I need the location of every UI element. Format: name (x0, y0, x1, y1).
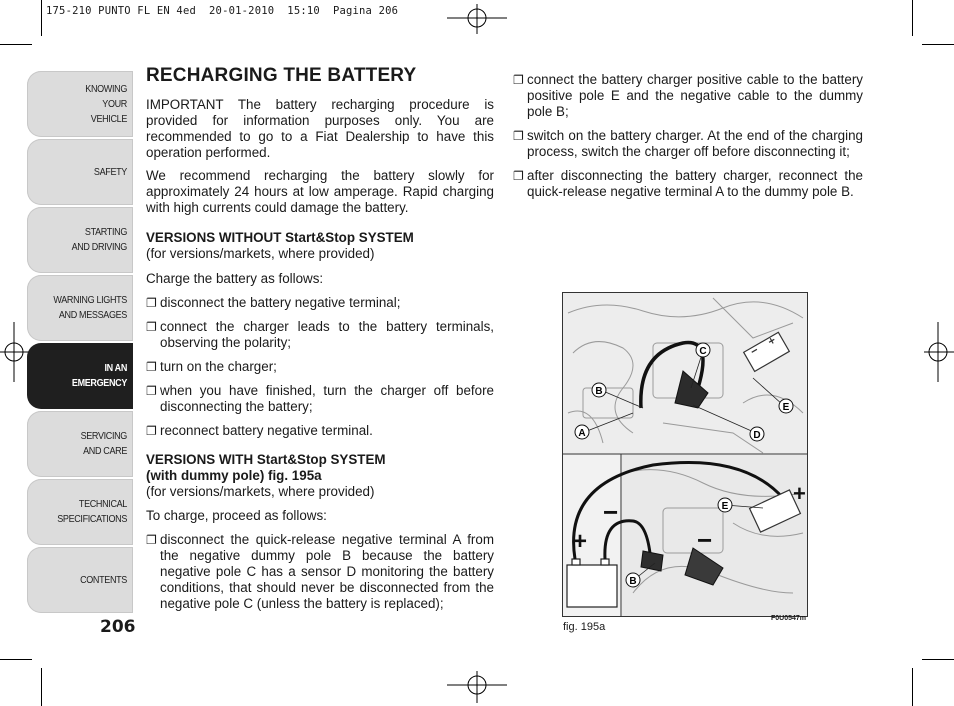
list-item (146, 359, 494, 375)
checkbox-bullet: ❐ (513, 129, 524, 143)
list-item-text: after disconnecting the battery charger, reconnect the quick-release negative terminal A to the dummy pole B. (527, 168, 863, 199)
registration-mark-top (447, 4, 507, 34)
callout-label: A (578, 428, 586, 439)
section-heading-figure-ref: (with dummy pole) fig. 195a (146, 468, 322, 483)
sign-plus: + (573, 528, 588, 555)
list-item-text: disconnect the quick-release negative terminal A from the negative dummy pole B because the battery negative pole C has a sensor D monitoring the battery conditions, that should never be disconnected from the negative pole C (unless the battery is replaced); (160, 532, 494, 611)
list-item (146, 295, 494, 311)
tab-knowing-your-vehicle[interactable] (27, 71, 133, 137)
right-column (513, 72, 863, 208)
section-heading-without-start-stop: VERSIONS WITHOUT Start&Stop SYSTEM (146, 230, 414, 245)
checkbox-bullet: ❐ (146, 320, 157, 334)
battery-illustration (563, 293, 807, 616)
print-header: 175-210 PUNTO FL EN 4ed 20-01-2010 15:10 Pagina 206 (46, 5, 399, 17)
checkbox-bullet: ❐ (146, 384, 157, 398)
figure-caption: fig. 195a (563, 621, 606, 633)
list-item-text: connect the battery charger positive cable to the battery positive pole E and the negative cable to the dummy pole B; (527, 72, 863, 119)
tab-in-an-emergency[interactable] (27, 343, 133, 409)
list-item-text: connect the charger leads to the battery terminals, observing the polarity; (160, 319, 494, 350)
tab-technical-specifications[interactable] (27, 479, 133, 545)
callout-label: E (721, 501, 729, 512)
list-item (146, 383, 494, 415)
tab-contents[interactable] (27, 547, 133, 613)
callout-label: B (595, 386, 603, 397)
tab-label: SAFETY (93, 165, 127, 178)
callout-label: C (699, 346, 707, 357)
list-item (146, 319, 494, 351)
page-number: 206 (100, 617, 136, 637)
section-intro: To charge, proceed as follows: (146, 508, 327, 523)
section-heading-with-start-stop: VERSIONS WITH Start&Stop SYSTEM (146, 452, 386, 467)
checkbox-bullet: ❐ (513, 169, 524, 183)
list-item (513, 72, 863, 120)
tab-servicing-and-care[interactable] (27, 411, 133, 477)
section-subtitle: (for versions/markets, where provided) (146, 484, 375, 499)
left-column (146, 65, 494, 620)
list-item-text: switch on the battery charger. At the end of the charging process, switch the charger off before disconnecting it; (527, 128, 863, 159)
registration-mark-right (924, 322, 954, 382)
list-item-text: reconnect battery negative terminal. (160, 423, 373, 438)
checkbox-bullet: ❐ (146, 424, 157, 438)
callout-label: D (753, 430, 761, 441)
list-item-text: disconnect the battery negative terminal; (160, 295, 401, 310)
sign-minus: − (603, 497, 619, 527)
callout-label: B (629, 576, 637, 587)
section-intro: Charge the battery as follows: (146, 271, 324, 286)
checkbox-bullet: ❐ (513, 73, 524, 87)
list-item-text: turn on the charger; (160, 359, 277, 374)
paragraph-recommendation: We recommend recharging the battery slowly for approximately 24 hours at low amperage. Rapid charging with high currents could damage the battery. (146, 168, 494, 215)
tab-starting-and-driving[interactable] (27, 207, 133, 273)
list-item-text: when you have finished, turn the charger off before disconnecting the battery; (160, 383, 494, 414)
tab-warning-lights[interactable] (27, 275, 133, 341)
paragraph-important: IMPORTANT The battery recharging procedure is provided for information purposes only. You are recommended to go to a Fiat Dealership to have this operation performed. (146, 97, 494, 160)
tab-label: TECHNICAL SPECIFICATIONS (57, 498, 127, 525)
sign-plus: + (793, 481, 806, 506)
tab-label: KNOWING YOUR VEHICLE (85, 82, 127, 125)
tab-label: IN AN EMERGENCY (71, 362, 127, 389)
checkbox-bullet: ❐ (146, 360, 157, 374)
list-item (146, 423, 494, 439)
figure-195a (562, 292, 808, 617)
registration-mark-left (0, 322, 30, 382)
tab-safety[interactable] (27, 139, 133, 205)
tab-label: STARTING AND DRIVING (71, 226, 127, 253)
tab-label: SERVICING AND CARE (80, 430, 127, 457)
registration-mark-bottom (447, 671, 507, 703)
callout-label: E (782, 402, 790, 413)
sign-minus: − (697, 525, 713, 555)
list-item (513, 128, 863, 160)
page-title: RECHARGING THE BATTERY (146, 65, 417, 86)
checkbox-bullet: ❐ (146, 296, 157, 310)
list-item (513, 168, 863, 200)
figure-code: F0U0547m (771, 615, 807, 622)
tab-label: CONTENTS (80, 573, 127, 586)
tab-label: WARNING LIGHTS AND MESSAGES (53, 294, 127, 321)
checkbox-bullet: ❐ (146, 533, 157, 547)
list-item (146, 532, 494, 612)
section-subtitle: (for versions/markets, where provided) (146, 246, 375, 261)
